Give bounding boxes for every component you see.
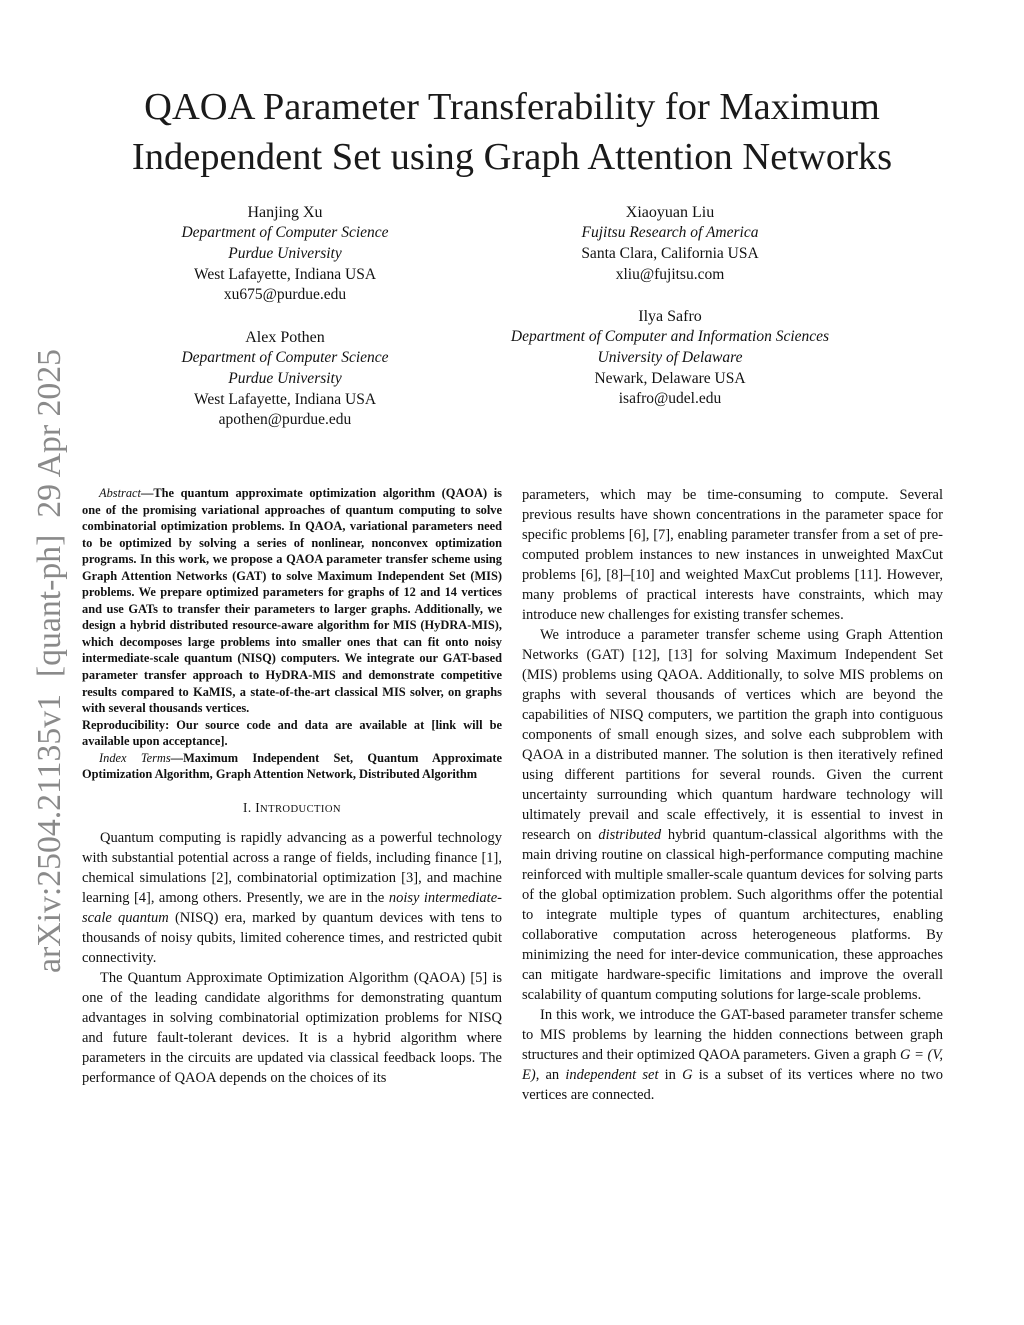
author-location: West Lafayette, Indiana USA — [193, 265, 377, 283]
author-name: Alex Pothen — [245, 329, 325, 346]
author-block-safro — [480, 306, 860, 410]
author-email[interactable]: apothen@purdue.edu — [218, 411, 352, 429]
arxiv-identifier: arXiv:2504.21135v1 [quant-ph] 29 Apr 2025 — [31, 353, 68, 973]
author-block-liu — [520, 202, 820, 285]
body-paragraph: In this work, we introduce the GAT-based parameter transfer scheme to MIS problems by learning the hidden connections between graph structures and their optimized QAOA parameters. Given a graph G = (V, E), an independent set in G is a subset of its vertices where no two vertices are connected. — [522, 1007, 943, 1103]
author-email[interactable]: xu675@purdue.edu — [223, 286, 347, 304]
author-organization: Purdue University — [228, 369, 342, 387]
title-line-2: Independent Set using Graph Attention Networks — [131, 136, 893, 178]
author-name: Xiaoyuan Liu — [625, 204, 715, 221]
body-paragraph: The Quantum Approximate Optimization Algorithm (QAOA) [5] is one of the leading candidate algorithms for demonstrating quantum advantages in solving combinatorial optimization problems for NISQ and future fault-tolerant devices. It is a hybrid algorithm where parameters in the circuits are updated via classical feedback loops. The performance of QAOA depends on the choices of its — [82, 969, 502, 1086]
author-name: Hanjing Xu — [247, 204, 323, 221]
right-column — [522, 485, 943, 1105]
author-organization: Purdue University — [228, 244, 342, 262]
author-name: Ilya Safro — [638, 308, 702, 325]
reproducibility-statement: Reproducibility: Our source code and data are available at [link will be available upon acceptance]. — [82, 717, 502, 749]
body-paragraph: Quantum computing is rapidly advancing as a powerful technology with substantial potential across a range of fields, including finance [1], chemical simulations [2], combinatorial optimization [3], and machine learning [4], among others. Presently, we are in the noisy intermediate-scale quantum (NISQ) era, marked by quantum devices with tens to thousands of noisy qubits, limited coherence times, and restricted qubit connectivity. — [82, 829, 502, 966]
author-email[interactable]: xliu@fujitsu.com — [615, 265, 725, 283]
author-department: Fujitsu Research of America — [581, 224, 759, 241]
paper-title — [80, 82, 944, 182]
author-block-pothen — [130, 327, 440, 431]
arxiv-stamp — [10, 340, 78, 980]
index-terms — [82, 750, 502, 783]
title-line-1: QAOA Parameter Transferability for Maximum — [144, 86, 880, 128]
body-paragraph: We introduce a parameter transfer scheme using Graph Attention Networks (GAT) [12], [13] for solving Maximum Independent Set (MIS) problems using QAOA. Additionally, to solve MIS problems on graphs with several thousands of vertices which are beyond the capabilities of NISQ computers, we partition the graph into contiguous components of small enough sizes, and solve each subproblem with QAOA in a distributed manner. The solution is then iteratively refined using different partitions for several rounds. Given the current uncertainty surrounding which quantum hardware technology will ultimately prevail and scale effectively, it is essential to invest in research on distributed hybrid quantum-classical algorithms with the main driving routine on classical high-performance computing machine reinforced with multiple smaller-scale quantum devices for solving parts of the global optimization problem. Such algorithms offer the potential to integrate multiple types of quantum architectures, enabling collaborative computation across heterogeneous platforms. By minimizing the need for inter-device communication, these approaches can mitigate hardware-specific limitations and improve the overall scalability of quantum computing solutions for large-scale problems. — [522, 627, 943, 1003]
author-location: Newark, Delaware USA — [594, 369, 746, 387]
author-organization: University of Delaware — [597, 348, 743, 366]
abstract-label: Abstract — [99, 486, 141, 500]
abstract-paragraph — [82, 485, 502, 717]
body-paragraph: parameters, which may be time-consuming to compute. Several previous results have shown concentrations in the parameter space for specific problems [6], [7], enabling parameter transfer from a set of pre-computed problem instances to new instances in unweighted MaxCut problems [6], [8]–[10] and weighted MaxCut problems [11]. However, many problems of practical interests have constraints, which may introduce new challenges for existing transfer schemes. — [522, 487, 943, 623]
index-terms-text: —Maximum Independent Set, Quantum Approximate Optimization Algorithm, Graph Attention Network, Distributed Algorithm — [82, 750, 502, 782]
author-location: Santa Clara, California USA — [581, 244, 759, 262]
author-department: Department of Computer and Information Sciences — [510, 328, 830, 345]
introduction-text-right — [522, 485, 943, 1105]
introduction-text-left — [82, 828, 502, 1088]
author-email[interactable]: isafro@udel.edu — [618, 390, 722, 408]
abstract-text: —The quantum approximate optimization algorithm (QAOA) is one of the promising variational approaches of quantum computing to solve combinatorial optimization problems. In QAOA, variational parameters need to be optimized by solving a series of nonlinear, nonconvex optimization programs. In this work, we propose a QAOA parameter transfer scheme using Graph Attention Networks (GAT) to solve Maximum Independent Set (MIS) problems. We prepare optimized parameters for graphs of 12 and 14 vertices and use GATs to transfer their parameters to larger graphs. Additionally, we design a hybrid distributed resource-aware algorithm for MIS (HyDRA-MIS), which decomposes large problems into smaller ones that can fit onto noisy intermediate-scale quantum (NISQ) computers. We integrate our GAT-based parameter transfer approach to HyDRA-MIS and demonstrate competitive results compared to KaMIS, a state-of-the-art classical MIS solver, on graphs with several thousands vertices. — [82, 486, 502, 716]
section-heading-introduction: I. INTRODUCTION — [243, 799, 341, 815]
author-department: Department of Computer Science — [181, 224, 389, 241]
index-terms-label: Index Terms — [99, 750, 171, 765]
author-location: West Lafayette, Indiana USA — [193, 390, 377, 408]
left-column — [82, 485, 502, 1088]
author-block-xu — [130, 202, 440, 306]
author-department: Department of Computer Science — [181, 349, 389, 366]
abstract — [82, 485, 502, 783]
